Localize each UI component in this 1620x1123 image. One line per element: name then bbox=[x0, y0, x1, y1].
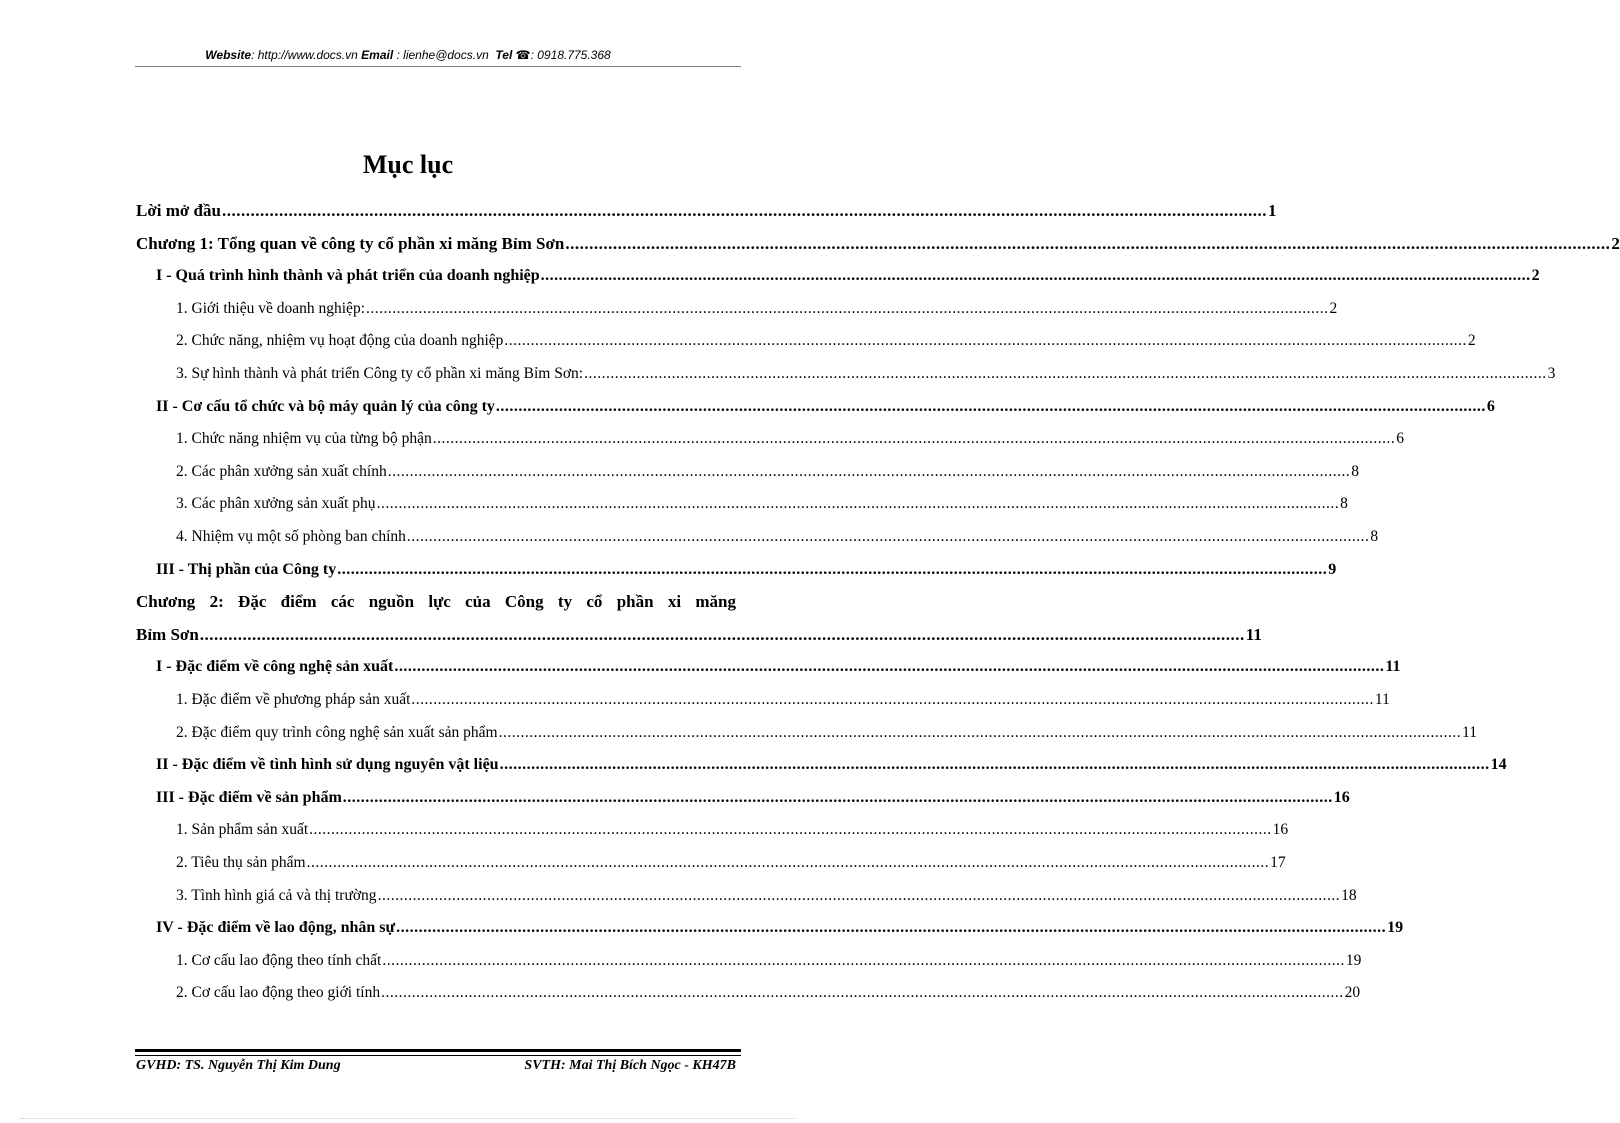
toc-entry[interactable] bbox=[156, 752, 1507, 778]
toc-entry-text: Chương 1: Tổng quan về công ty cổ phần xi măng Bỉm Sơn bbox=[136, 233, 565, 253]
toc-entry-text: 2. Tiêu thụ sản phẩm bbox=[176, 854, 306, 871]
toc-entry[interactable] bbox=[176, 720, 1477, 746]
toc-entry-text: 2. Các phân xưởng sản xuất chính bbox=[176, 462, 387, 480]
toc-page-number: 8 bbox=[1351, 462, 1359, 480]
toc-page-number: 2 bbox=[1531, 267, 1540, 285]
toc-leader-dots: ............................................................................................................................................................................................................................ bbox=[337, 560, 1328, 578]
toc-entry[interactable] bbox=[176, 687, 1390, 713]
toc-leader-dots: ............................................................................................................................................................................................................................ bbox=[396, 919, 1387, 937]
toc-entry-text: II - Cơ cấu tổ chức và bộ máy quản lý của công ty bbox=[156, 397, 495, 415]
toc-leader-dots: ............................................................................................................................................................................................................................ bbox=[342, 788, 1333, 806]
toc-page-number: 6 bbox=[1486, 397, 1495, 415]
toc-entry[interactable] bbox=[136, 198, 1277, 224]
toc-page-number: 16 bbox=[1333, 788, 1350, 806]
toc-leader-dots: ............................................................................................................................................................................................................................ bbox=[377, 886, 1341, 904]
website-label: Website bbox=[205, 48, 252, 62]
page-bottom-border bbox=[20, 1118, 796, 1119]
toc-entry[interactable] bbox=[176, 491, 1348, 517]
toc-page-number: 11 bbox=[1385, 658, 1401, 676]
toc-entry[interactable] bbox=[176, 426, 1404, 452]
toc-entry-text: Lời mở đầu bbox=[136, 201, 221, 220]
toc-leader-dots: ............................................................................................................................................................................................................................ bbox=[366, 299, 1329, 317]
toc-entry-text: I - Đặc điểm về công nghệ sản xuất bbox=[156, 658, 394, 676]
footer-divider-thick bbox=[135, 1049, 741, 1052]
toc-entry-text: 4. Nhiệm vụ một số phòng ban chính bbox=[176, 528, 406, 545]
toc-leader-dots: ............................................................................................................................................................................................................................ bbox=[394, 658, 1385, 676]
toc-leader-dots: ............................................................................................................................................................................................................................ bbox=[382, 951, 1345, 969]
toc-page-number: 2 bbox=[1611, 233, 1620, 253]
footer-instructor: GVHD: TS. Nguyễn Thị Kim Dung bbox=[136, 1058, 341, 1073]
toc-page-number: 6 bbox=[1396, 430, 1404, 448]
toc-entry-text: 1. Chức năng nhiệm vụ của từng bộ phận bbox=[176, 430, 432, 448]
toc-entry[interactable] bbox=[176, 524, 1379, 550]
toc-page-number: 19 bbox=[1387, 919, 1404, 937]
toc-page-number: 20 bbox=[1344, 984, 1361, 1002]
toc-entry-text: 2. Chức năng, nhiệm vụ hoạt động của doanh nghiệp bbox=[176, 332, 504, 350]
toc-entry[interactable] bbox=[176, 328, 1476, 354]
toc-page-number: 2 bbox=[1329, 299, 1338, 317]
website-value: : http://www.docs.vn bbox=[251, 48, 358, 62]
toc-entry[interactable] bbox=[156, 557, 1337, 583]
phone-icon: ☎ bbox=[515, 48, 531, 62]
toc-page-number: 3 bbox=[1547, 365, 1556, 382]
toc-entry-text: 2. Cơ cấu lao động theo giới tính bbox=[176, 984, 381, 1002]
toc-entry-text[interactable]: Chương 2: Đặc điểm các nguồn lực của Công ty cổ phần xi măng bbox=[136, 592, 736, 612]
toc-entry-text: III - Đặc điểm về sản phẩm bbox=[156, 788, 342, 806]
email-value: : lienhe@docs.vn bbox=[393, 48, 489, 62]
email-label: Email bbox=[361, 48, 394, 62]
toc-page-number: 19 bbox=[1345, 951, 1362, 969]
toc-page-number: 8 bbox=[1370, 528, 1379, 545]
toc-leader-dots: ............................................................................................................................................................................................................................ bbox=[584, 365, 1547, 382]
toc-page-number: 8 bbox=[1340, 495, 1348, 513]
toc-leader-dots: ............................................................................................................................................................................................................................ bbox=[495, 397, 1486, 415]
footer-student: SVTH: Mai Thị Bích Ngọc - KH47B bbox=[524, 1058, 736, 1073]
toc-page-number: 9 bbox=[1328, 560, 1337, 578]
toc-leader-dots: ............................................................................................................................................................................................................................ bbox=[387, 462, 1351, 480]
toc-leader-dots: ............................................................................................................................................................................................................................ bbox=[306, 854, 1270, 871]
toc-page-number: 14 bbox=[1490, 756, 1507, 774]
toc-entry[interactable] bbox=[176, 459, 1359, 485]
toc-entry-text: 1. Sản phẩm sản xuất bbox=[176, 821, 309, 839]
toc-entry[interactable] bbox=[176, 817, 1289, 843]
toc-entry-text: III - Thị phần của Công ty bbox=[156, 560, 337, 578]
toc-entry[interactable] bbox=[176, 296, 1338, 322]
toc-page-number: 18 bbox=[1341, 886, 1357, 904]
toc-leader-dots: ............................................................................................................................................................................................................................ bbox=[381, 984, 1344, 1002]
toc-leader-dots: ............................................................................................................................................................................................................................ bbox=[221, 201, 1267, 220]
toc-entry-text: 3. Tình hình giá cả và thị trường bbox=[176, 886, 377, 904]
toc-page-number: 11 bbox=[1374, 691, 1390, 708]
toc-entry[interactable] bbox=[176, 361, 1556, 387]
toc-entry-text: 1. Cơ cấu lao động theo tính chất bbox=[176, 951, 382, 969]
footer-divider-thin bbox=[135, 1055, 741, 1056]
toc-leader-dots: ............................................................................................................................................................................................................................ bbox=[309, 821, 1272, 839]
page-header bbox=[0, 48, 816, 62]
toc-page-number: 17 bbox=[1270, 854, 1286, 871]
toc-entry[interactable] bbox=[136, 231, 1620, 257]
toc-leader-dots: ............................................................................................................................................................................................................................ bbox=[411, 691, 1374, 708]
toc-entry[interactable] bbox=[176, 948, 1362, 974]
header-divider bbox=[135, 66, 741, 67]
toc-page-number: 16 bbox=[1272, 821, 1289, 839]
toc-entry-text: II - Đặc điểm về tình hình sử dụng nguyên vật liệu bbox=[156, 756, 499, 774]
toc-entry[interactable] bbox=[176, 980, 1361, 1006]
toc-entry-text: 3. Sự hình thành và phát triển Công ty cổ phần xi măng Bỉm Sơn: bbox=[176, 365, 584, 382]
toc-leader-dots: ............................................................................................................................................................................................................................ bbox=[376, 495, 1340, 513]
toc-entry-text: 1. Đặc điểm về phương pháp sản xuất bbox=[176, 691, 411, 708]
toc-entry-text: 1. Giới thiệu về doanh nghiệp: bbox=[176, 299, 365, 317]
toc-entry-text: I - Quá trình hình thành và phát triển của doanh nghiệp bbox=[156, 267, 540, 285]
toc-entry[interactable] bbox=[136, 622, 1262, 648]
toc-entry[interactable] bbox=[176, 850, 1286, 876]
toc-entry-text: IV - Đặc điểm về lao động, nhân sự bbox=[156, 919, 396, 937]
tel-value: : 0918.775.368 bbox=[530, 48, 611, 62]
toc-entry[interactable] bbox=[156, 654, 1401, 680]
toc-entry-text: Bỉm Sơn bbox=[136, 624, 199, 644]
toc-leader-dots: ............................................................................................................................................................................................................................ bbox=[199, 624, 1245, 644]
toc-entry[interactable] bbox=[176, 883, 1357, 909]
toc-leader-dots: ............................................................................................................................................................................................................................ bbox=[499, 756, 1490, 774]
toc-page-number: 11 bbox=[1245, 624, 1262, 644]
toc-entry[interactable] bbox=[156, 785, 1350, 811]
toc-entry[interactable] bbox=[156, 394, 1495, 420]
toc-page-number: 2 bbox=[1467, 332, 1476, 350]
toc-entry-text: 2. Đặc điểm quy trình công nghệ sản xuất sản phẩm bbox=[176, 723, 498, 741]
toc-leader-dots: ............................................................................................................................................................................................................................ bbox=[565, 233, 1611, 253]
toc-leader-dots: ............................................................................................................................................................................................................................ bbox=[406, 528, 1370, 545]
toc-entry[interactable] bbox=[156, 915, 1404, 941]
tel-label: Tel bbox=[495, 48, 513, 62]
toc-page-number: 11 bbox=[1462, 723, 1477, 741]
toc-leader-dots: ............................................................................................................................................................................................................................ bbox=[504, 332, 1467, 350]
toc-entry-text: 3. Các phân xưởng sản xuất phụ bbox=[176, 495, 376, 513]
page-title: Mục lục bbox=[362, 150, 454, 179]
toc-page-number: 1 bbox=[1267, 201, 1277, 220]
toc-leader-dots: ............................................................................................................................................................................................................................ bbox=[432, 430, 1396, 448]
toc-entry[interactable] bbox=[156, 263, 1540, 289]
toc-leader-dots: ............................................................................................................................................................................................................................ bbox=[540, 267, 1531, 285]
toc-leader-dots: ............................................................................................................................................................................................................................ bbox=[498, 723, 1462, 741]
